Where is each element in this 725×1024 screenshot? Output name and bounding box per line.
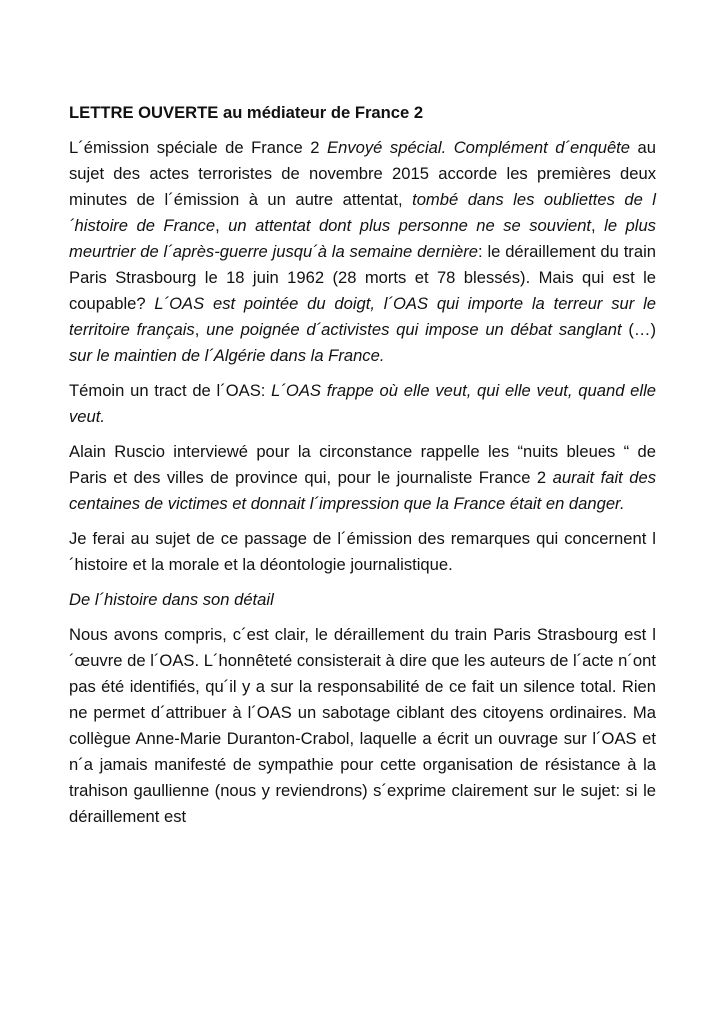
italic-run: L´OAS est pointée du doigt, l´OAS qui importe la terreur sur le territoire français: [69, 294, 657, 339]
italic-run: Envoyé spécial. Complément d´enquête: [327, 138, 631, 157]
text-run: au sujet des actes terroristes de novembre 2015 accorde les premières deux minutes de l´émission à un autre attentat,: [69, 138, 657, 209]
paragraph-2: [69, 378, 656, 430]
text-run: L´émission spéciale de France 2: [69, 138, 328, 157]
text-run: ,: [591, 216, 605, 235]
paragraph-4: [69, 526, 656, 578]
text-run: Je ferai au sujet de ce passage de l´émission des remarques qui concernent l´histoire et la morale et la déontologie journalistique.: [69, 529, 656, 574]
italic-run: aurait fait des centaines de victimes et donnait l´impression que la France était en danger.: [69, 468, 656, 513]
text-run: Témoin un tract de l´OAS:: [69, 381, 272, 400]
document-body: [69, 100, 656, 839]
italic-run: L´OAS frappe où elle veut, qui elle veut, quand elle veut.: [69, 381, 657, 426]
text-run: ,: [194, 320, 207, 339]
paragraph-1: [69, 135, 656, 369]
letter-title: LETTRE OUVERTE au médiateur de France 2: [69, 103, 424, 122]
paragraph-3: [69, 439, 656, 517]
italic-run: le plus meurtrier de l´après-guerre jusqu´à la semaine dernière: [69, 216, 656, 261]
text-run: (…): [621, 320, 656, 339]
text-run: ,: [215, 216, 229, 235]
text-run: Alain Ruscio interviewé pour la circonstance rappelle les “nuits bleues “ de Paris et des villes de province qui, pour le journaliste France 2: [69, 442, 656, 487]
italic-run: une poignée d´activistes qui impose un débat sanglant: [206, 320, 622, 339]
section-heading: De l´histoire dans son détail: [69, 590, 274, 609]
paragraph-5: Nous avons compris, c´est clair, le déraillement du train Paris Strasbourg est l´œuvre de l´OAS. L´honnêteté consisterait à dire que les auteurs de l´acte n´ont pas été identifiés, qu´il y a sur la responsabilité de ce fait un silence total. Rien ne permet d´attribuer à l´OAS un sabotage ciblant des citoyens ordinaires. Ma collègue Anne-Marie Duranton-Crabol, laquelle a écrit un ouvrage sur l´OAS et n´a jamais manifesté de sympathie pour cette organisation de résistance à la trahison gaullienne (nous y reviendrons) s´exprime clairement sur le sujet: si le déraillement est: [69, 625, 656, 826]
text-run: : le déraillement du train Paris Strasbourg le 18 juin 1962 (28 morts et 78 blessés). Mais qui est le coupable?: [69, 242, 656, 313]
italic-run: un attentat dont plus personne ne se souvient: [228, 216, 592, 235]
italic-run: tombé dans les oubliettes de l´histoire de France: [69, 190, 656, 235]
italic-run: sur le maintien de l´Algérie dans la France.: [69, 346, 385, 365]
